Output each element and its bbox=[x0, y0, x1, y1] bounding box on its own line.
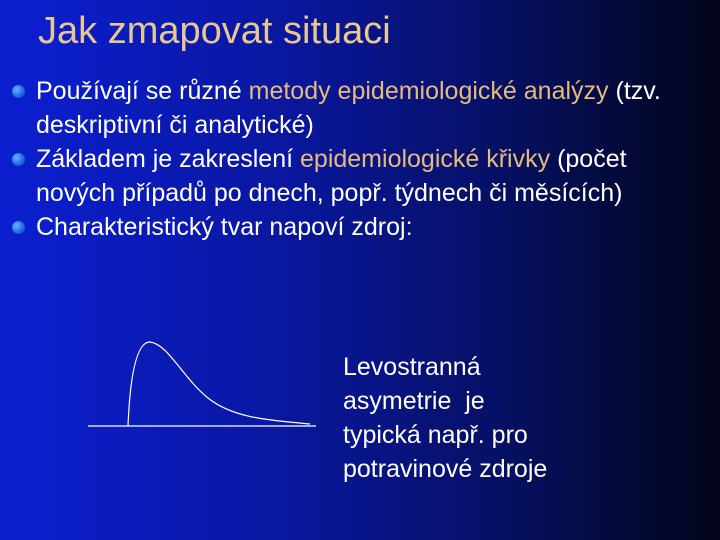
bullet-dot-icon bbox=[12, 85, 25, 98]
caption-line: potravinové zdroje bbox=[343, 455, 548, 483]
slide-title: Jak zmapovat situaci bbox=[38, 10, 391, 52]
curve-caption bbox=[343, 350, 547, 486]
caption-line: Levostranná bbox=[343, 353, 481, 381]
bullet-dot-icon bbox=[12, 153, 25, 166]
bullet-text: Základem je zakreslení bbox=[36, 145, 301, 173]
caption-line: asymetrie je bbox=[343, 387, 485, 415]
bullet-highlight: epidemiologické křivky bbox=[300, 145, 551, 173]
skewed-curve-diagram bbox=[88, 338, 318, 430]
bullet-text: (počet nových případů po dnech, popř. týdnech či měsících) bbox=[36, 145, 627, 207]
bullet-item-methods bbox=[10, 74, 710, 142]
caption-line: typická např. pro bbox=[343, 421, 528, 449]
epidemic-curve bbox=[128, 342, 310, 426]
bullet-text: (tzv. deskriptivní či analytické) bbox=[36, 77, 661, 139]
bullet-item-curve bbox=[10, 142, 710, 210]
bullet-highlight: metody epidemiologické analýzy bbox=[248, 77, 609, 105]
bullet-list bbox=[10, 74, 710, 244]
bullet-text: Charakteristický tvar napoví zdroj: bbox=[36, 213, 413, 241]
bullet-item-shape bbox=[10, 210, 710, 244]
bullet-dot-icon bbox=[12, 221, 25, 234]
bullet-text: Používají se různé bbox=[36, 77, 249, 105]
